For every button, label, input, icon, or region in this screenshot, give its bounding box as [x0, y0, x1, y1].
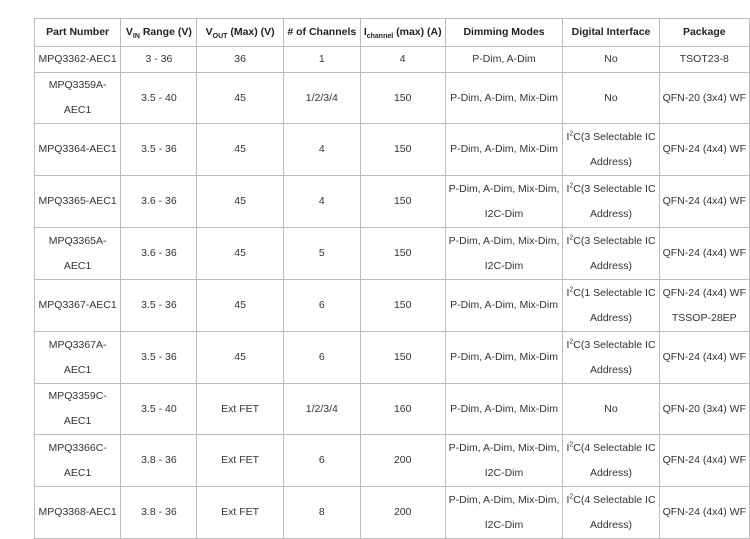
cell-part-number: MPQ3367A-AEC1 — [35, 332, 121, 384]
cell-digital-interface — [563, 332, 659, 384]
cell-package-line: QFN-24 (4x4) WF — [662, 506, 746, 518]
table-row — [35, 384, 750, 435]
cell-vin-range: 3.6 - 36 — [121, 228, 197, 280]
cell-vin-range: 3.8 - 36 — [121, 487, 197, 539]
cell-vin-range: 3.5 - 40 — [121, 384, 197, 435]
interface-text: No — [604, 402, 618, 415]
table-row — [35, 47, 750, 73]
cell-dimming-modes-line: P-Dim, A-Dim, Mix-Dim — [450, 402, 558, 415]
interface-text-tail: C(3 Selectable IC — [573, 338, 656, 351]
cell-ichannel-max: 150 — [360, 176, 445, 228]
cell-dimming-modes-line: P-Dim, A-Dim, Mix-Dim, — [448, 441, 560, 454]
cell-part-number: MPQ3364-AEC1 — [35, 124, 121, 176]
cell-package — [659, 47, 749, 73]
header-subscript: IN — [132, 33, 140, 41]
cell-vin-range: 3 - 36 — [121, 47, 197, 73]
cell-package — [659, 332, 749, 384]
cell-vout-max: 45 — [197, 73, 283, 124]
cell-digital-interface — [563, 47, 659, 73]
interface-text: I — [566, 441, 570, 454]
cell-dimming-modes-line: P-Dim, A-Dim, Mix-Dim, — [448, 493, 560, 506]
interface-text: No — [604, 91, 618, 104]
cell-channels: 6 — [283, 332, 360, 384]
cell-part-number: MPQ3362-AEC1 — [35, 47, 121, 73]
cell-vout-max: Ext FET — [197, 435, 283, 487]
cell-package-line: QFN-24 (4x4) WF — [662, 454, 746, 466]
table-body — [35, 47, 750, 539]
cell-vin-range: 3.5 - 36 — [121, 124, 197, 176]
table-row — [35, 280, 750, 332]
interface-line — [566, 436, 655, 461]
cell-dimming-modes-line: P-Dim, A-Dim, Mix-Dim — [450, 299, 558, 311]
cell-dimming-modes — [445, 280, 563, 332]
cell-package-line: TSOT23-8 — [679, 53, 729, 65]
interface-line — [566, 125, 655, 150]
interface-text: I — [566, 338, 570, 351]
header-text: V — [125, 26, 133, 38]
interface-line — [566, 47, 655, 72]
header-subscript: OUT — [212, 33, 228, 41]
header-row — [35, 19, 750, 47]
table-row — [35, 73, 750, 124]
interface-superscript: 2 — [569, 182, 574, 189]
interface-superscript: 2 — [569, 338, 574, 345]
header-vout-max — [197, 19, 283, 47]
cell-package-line: QFN-24 (4x4) WF — [662, 195, 746, 207]
cell-package — [659, 280, 749, 332]
cell-channels: 5 — [283, 228, 360, 280]
header-text: V — [205, 26, 213, 38]
cell-digital-interface — [563, 487, 659, 539]
cell-vout-max: 45 — [197, 228, 283, 280]
cell-dimming-modes-line: I2C-Dim — [484, 207, 524, 220]
interface-line: Address) — [589, 518, 632, 531]
interface-line: Address) — [589, 466, 632, 479]
interface-line — [566, 333, 655, 358]
header-dimming-modes — [445, 19, 563, 47]
interface-text: I — [566, 493, 570, 506]
cell-vout-max: Ext FET — [197, 487, 283, 539]
header-text: # of Channels — [287, 26, 357, 38]
cell-ichannel-max: 4 — [360, 47, 445, 73]
interface-superscript: 2 — [569, 286, 574, 293]
cell-package-line: QFN-24 (4x4) WF — [662, 286, 746, 299]
product-table-container — [34, 18, 750, 539]
table-row — [35, 332, 750, 384]
header-text: Package — [682, 26, 726, 38]
header-text: Digital Interface — [571, 26, 651, 38]
cell-ichannel-max: 150 — [360, 73, 445, 124]
cell-part-number: MPQ3359C-AEC1 — [35, 384, 121, 435]
header-digital-interface — [563, 19, 659, 47]
interface-text-tail: C(1 Selectable IC — [573, 286, 656, 299]
cell-package-line: QFN-20 (3x4) WF — [662, 91, 746, 104]
header-text: Dimming Modes — [463, 26, 545, 38]
cell-part-number: MPQ3367-AEC1 — [35, 280, 121, 332]
cell-package — [659, 435, 749, 487]
cell-digital-interface — [563, 384, 659, 435]
cell-package — [659, 487, 749, 539]
interface-text: I — [566, 234, 570, 247]
cell-dimming-modes-line: P-Dim, A-Dim, Mix-Dim, — [448, 182, 560, 195]
header-text: Part Number — [46, 26, 110, 38]
interface-text-tail: C(4 Selectable IC — [573, 493, 656, 506]
cell-dimming-modes-line: I2C-Dim — [484, 518, 524, 531]
cell-package — [659, 176, 749, 228]
interface-line: Address) — [589, 363, 632, 376]
cell-ichannel-max: 150 — [360, 124, 445, 176]
interface-line: Address) — [589, 259, 632, 272]
header-ichannel-max — [360, 19, 445, 47]
interface-text: I — [566, 130, 570, 143]
header-text: I — [363, 26, 367, 38]
header-subscript: channel — [366, 33, 394, 41]
header-text-tail: (max) (A) — [393, 26, 442, 38]
header-part-number — [35, 19, 121, 47]
cell-channels: 8 — [283, 487, 360, 539]
cell-channels: 6 — [283, 280, 360, 332]
cell-dimming-modes-line: I2C-Dim — [484, 259, 524, 272]
cell-dimming-modes — [445, 47, 563, 73]
cell-vout-max: 45 — [197, 280, 283, 332]
cell-channels: 1/2/3/4 — [283, 73, 360, 124]
cell-digital-interface — [563, 176, 659, 228]
cell-dimming-modes — [445, 176, 563, 228]
interface-line — [566, 229, 655, 254]
cell-ichannel-max: 200 — [360, 435, 445, 487]
interface-line — [566, 488, 655, 513]
cell-channels: 4 — [283, 176, 360, 228]
interface-text: No — [604, 53, 618, 65]
cell-digital-interface — [563, 124, 659, 176]
cell-channels: 1 — [283, 47, 360, 73]
cell-dimming-modes-line: I2C-Dim — [484, 466, 524, 479]
interface-line — [566, 177, 655, 202]
cell-package-line: QFN-24 (4x4) WF — [662, 351, 746, 363]
cell-dimming-modes — [445, 332, 563, 384]
interface-text: I — [566, 286, 570, 299]
cell-ichannel-max: 200 — [360, 487, 445, 539]
cell-ichannel-max: 150 — [360, 280, 445, 332]
cell-dimming-modes — [445, 228, 563, 280]
cell-dimming-modes-line: P-Dim, A-Dim, Mix-Dim, — [448, 234, 560, 247]
cell-package — [659, 124, 749, 176]
cell-dimming-modes — [445, 384, 563, 435]
cell-vin-range: 3.6 - 36 — [121, 176, 197, 228]
table-row — [35, 228, 750, 280]
cell-part-number: MPQ3359A-AEC1 — [35, 73, 121, 124]
cell-package-line: QFN-20 (3x4) WF — [662, 402, 746, 415]
cell-vin-range: 3.5 - 40 — [121, 73, 197, 124]
interface-text-tail: C(3 Selectable IC — [573, 130, 656, 143]
interface-line: Address) — [589, 311, 632, 324]
cell-channels: 6 — [283, 435, 360, 487]
cell-dimming-modes-line: P-Dim, A-Dim, Mix-Dim — [450, 351, 558, 363]
cell-digital-interface — [563, 228, 659, 280]
cell-package — [659, 384, 749, 435]
cell-vin-range: 3.5 - 36 — [121, 332, 197, 384]
interface-text-tail: C(3 Selectable IC — [573, 234, 656, 247]
cell-ichannel-max: 150 — [360, 332, 445, 384]
cell-channels: 4 — [283, 124, 360, 176]
cell-vout-max: Ext FET — [197, 384, 283, 435]
product-selection-table — [34, 18, 750, 539]
cell-digital-interface — [563, 280, 659, 332]
cell-part-number: MPQ3365A-AEC1 — [35, 228, 121, 280]
cell-channels: 1/2/3/4 — [283, 384, 360, 435]
interface-line: Address) — [589, 207, 632, 220]
cell-dimming-modes-line: P-Dim, A-Dim — [472, 53, 536, 65]
interface-line — [566, 397, 655, 422]
interface-text: I — [566, 182, 570, 195]
header-text-tail: (Max) (V) — [227, 26, 275, 38]
interface-line: Address) — [589, 155, 632, 168]
table-row — [35, 176, 750, 228]
header-text-tail: Range (V) — [139, 26, 192, 38]
cell-dimming-modes — [445, 73, 563, 124]
cell-package-line: QFN-24 (4x4) WF — [662, 143, 746, 155]
cell-vout-max: 45 — [197, 124, 283, 176]
cell-vout-max: 45 — [197, 176, 283, 228]
cell-vin-range: 3.8 - 36 — [121, 435, 197, 487]
cell-digital-interface — [563, 73, 659, 124]
cell-vout-max: 45 — [197, 332, 283, 384]
interface-line — [566, 281, 655, 306]
interface-superscript: 2 — [569, 493, 574, 500]
cell-ichannel-max: 150 — [360, 228, 445, 280]
header-package — [659, 19, 749, 47]
cell-dimming-modes-line: P-Dim, A-Dim, Mix-Dim — [450, 91, 558, 104]
table-row — [35, 435, 750, 487]
cell-part-number: MPQ3365-AEC1 — [35, 176, 121, 228]
cell-digital-interface — [563, 435, 659, 487]
header-channels — [283, 19, 360, 47]
cell-dimming-modes — [445, 435, 563, 487]
cell-package-line: QFN-24 (4x4) WF — [662, 247, 746, 259]
interface-line — [566, 86, 655, 111]
interface-text-tail: C(4 Selectable IC — [573, 441, 656, 454]
cell-package — [659, 228, 749, 280]
cell-package — [659, 73, 749, 124]
cell-part-number: MPQ3368-AEC1 — [35, 487, 121, 539]
cell-ichannel-max: 160 — [360, 384, 445, 435]
header-vin-range — [121, 19, 197, 47]
interface-text-tail: C(3 Selectable IC — [573, 182, 656, 195]
interface-superscript: 2 — [569, 234, 574, 241]
interface-superscript: 2 — [569, 441, 574, 448]
cell-dimming-modes — [445, 487, 563, 539]
interface-superscript: 2 — [569, 130, 574, 137]
cell-dimming-modes-line: P-Dim, A-Dim, Mix-Dim — [450, 143, 558, 155]
cell-vin-range: 3.5 - 36 — [121, 280, 197, 332]
cell-dimming-modes — [445, 124, 563, 176]
cell-package-line: TSSOP-28EP — [671, 311, 737, 324]
cell-part-number: MPQ3366C-AEC1 — [35, 435, 121, 487]
table-row — [35, 487, 750, 539]
table-row — [35, 124, 750, 176]
cell-vout-max: 36 — [197, 47, 283, 73]
